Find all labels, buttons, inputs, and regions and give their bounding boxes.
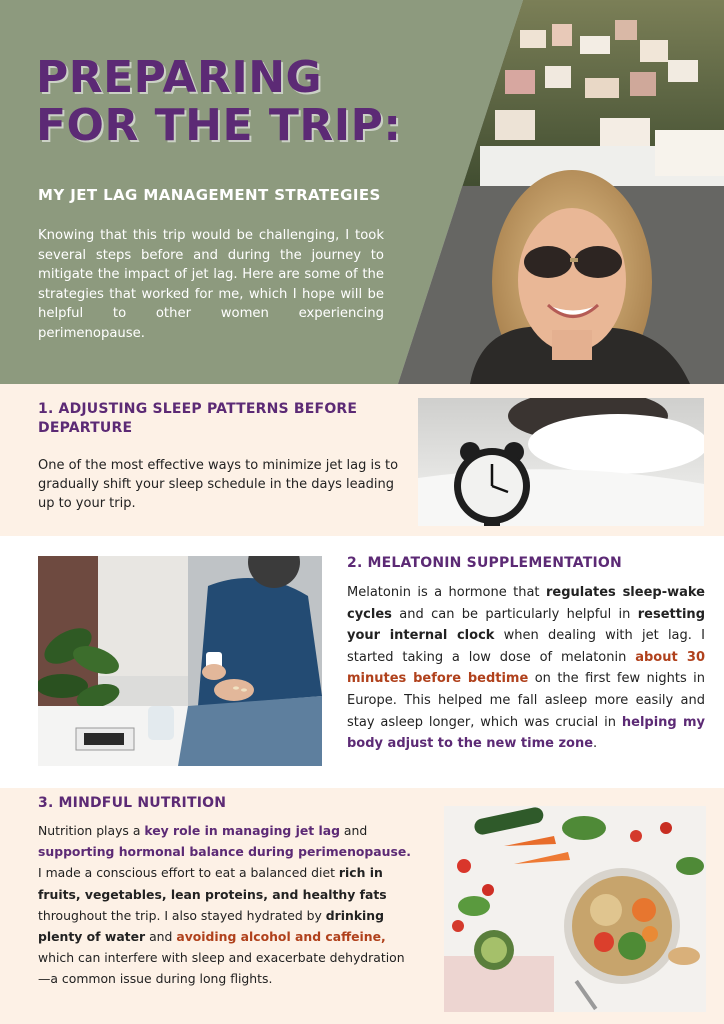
page-title bbox=[36, 54, 456, 150]
bold-run: drinking plenty of water bbox=[38, 907, 384, 945]
intro-paragraph: Knowing that this trip would be challenging, I took several steps before and during the journey to mitigate the impact of jet lag. Here are some of the strategies that worked for me, which I hope will be helpful to other women experiencing perimenopause. bbox=[38, 228, 384, 341]
text-run: I made a conscious effort to eat a balanced diet bbox=[38, 865, 339, 881]
text-run: Melatonin is a hormone that bbox=[347, 585, 546, 600]
section-body: One of the most effective ways to minimize jet lag is to gradually shift your sleep schedule in the days leading up to your trip. bbox=[38, 458, 399, 511]
section-heading: 1. ADJUSTING SLEEP PATTERNS BEFORE DEPARTURE bbox=[38, 401, 358, 436]
bold-run: resetting your internal clock bbox=[347, 606, 705, 644]
healthy-food-bowl-photo bbox=[444, 806, 706, 1012]
section-melatonin bbox=[0, 536, 724, 788]
section-heading: 3. MINDFUL NUTRITION bbox=[38, 795, 227, 811]
highlight-red-run: about 30 minutes before bedtime bbox=[347, 649, 705, 687]
section-body bbox=[38, 820, 414, 990]
bold-run: regulates sleep-wake cycles bbox=[347, 585, 705, 622]
highlight-red-run: avoiding alcohol and caffeine, bbox=[176, 929, 386, 945]
section-sleep-patterns bbox=[0, 384, 724, 536]
section-nutrition bbox=[0, 788, 724, 1024]
text-run: Nutrition plays a bbox=[38, 823, 145, 838]
pills-in-hand-photo bbox=[38, 556, 322, 766]
page-subtitle: MY JET LAG MANAGEMENT STRATEGIES bbox=[38, 186, 381, 204]
alarm-clock-bed-photo bbox=[418, 398, 704, 526]
highlight-purple-run: helping my body adjust to the new time zone bbox=[347, 714, 706, 752]
text-run: which can interfere with sleep and exacerbate dehydration—a common issue during long flights. bbox=[38, 950, 405, 987]
text-run: and bbox=[145, 929, 177, 945]
bold-run: rich in fruits, vegetables, lean proteins, and healthy fats bbox=[38, 865, 387, 902]
title-line-1: PREPARING bbox=[36, 52, 323, 103]
highlight-purple-run: supporting hormonal balance during perimenopause. bbox=[38, 844, 411, 860]
highlight-purple-run: key role in managing jet lag bbox=[144, 823, 340, 838]
text-run: . bbox=[593, 736, 598, 752]
hero-section bbox=[0, 0, 724, 384]
section-body bbox=[347, 582, 705, 755]
section-heading: 2. MELATONIN SUPPLEMENTATION bbox=[347, 555, 622, 571]
text-run: when dealing with jet lag. I started taking a low dose of melatonin bbox=[347, 628, 705, 665]
text-run: on the first few nights in Europe. This helped me fall asleep more easily and stay asleep longer, which was crucial in bbox=[347, 671, 706, 730]
text-run: and bbox=[339, 823, 368, 838]
text-run: and can be particularly helpful in bbox=[391, 606, 638, 622]
text-run: throughout the trip. I also stayed hydrated by bbox=[38, 907, 326, 923]
title-line-2: FOR THE TRIP: bbox=[36, 100, 402, 151]
